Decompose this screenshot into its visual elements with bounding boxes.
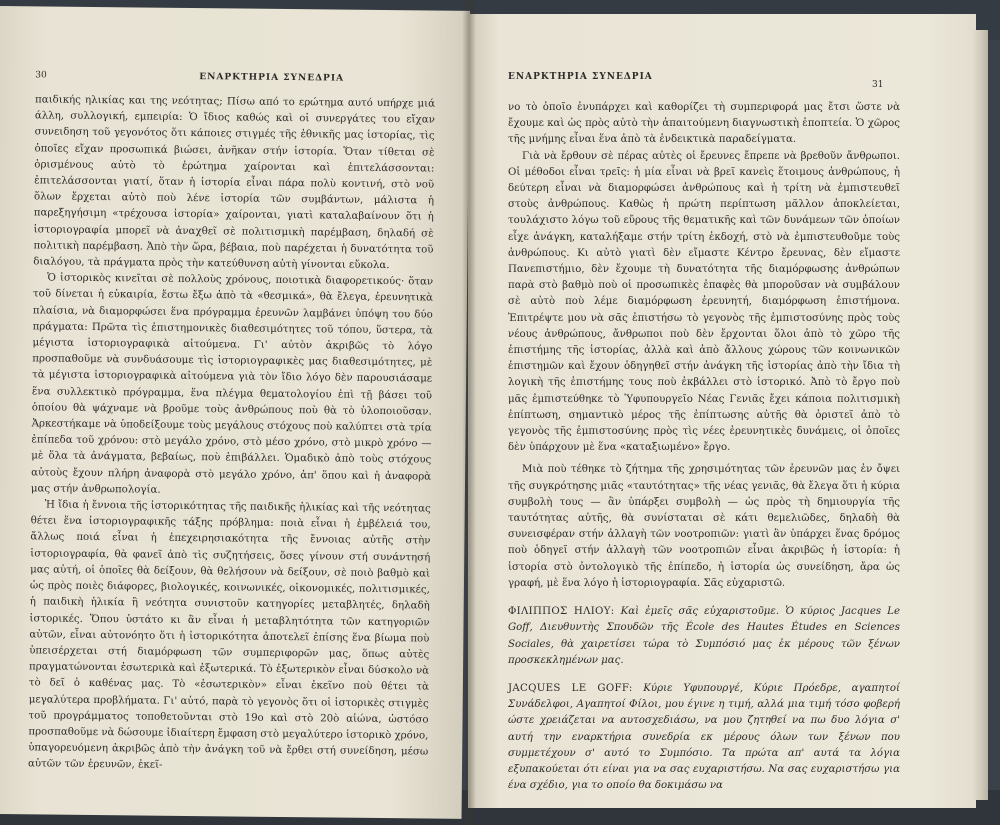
right-page-number: 31	[872, 80, 884, 90]
right-running-head: ΕΝΑΡΚΤΗΡΙΑ ΣΥΝΕΔΡΙΑ	[508, 72, 653, 82]
right-paragraph-3: Μιὰ ποὺ τέθηκε τὸ ζήτημα τῆς χρησιμότητας τῶν ἐρευνῶν μας ἐν ὄψει τῆς συγκρότησης μιᾶς «ταυτότητας» τῆς νέας γενιᾶς, θὰ ἔλεγα ὅτι ἡ κύρια συμβολὴ τους — ἂν ὑπάρξει συμβολὴ — ὡς πρὸς τὴ δημιουργία τῆς ταυτότητας αὐτῆς, θὰ συνίσταται σὲ κάτι θεμελιῶδες, δηλαδὴ θὰ συνεισφέραν στήν ἀλλαγὴ τῶν νοοτροπιῶν: γιατὶ ἂν ὑπάρχει ἕνας δρόμος ποὺ ὁδηγεῖ στήν ἀλλαγὴ τῶν νοοτροπιῶν εἶναι ἀκριβῶς ἡ ἱστορία: ἡ ἱστορία στὸ ὀντολογικὸ τῆς ἐπίπεδο, ἡ ἱστορία ὡς συνείδηση, ἄρα ὡς γραφή, μὲ ἕνα λόγο ἡ ἱστοριογραφία. Σᾶς εὐχαριστῶ.	[508, 464, 900, 589]
left-page	[0, 6, 470, 819]
speech-text-iliou: Καὶ ἐμεῖς σᾶς εὐχαριστοῦμε. Ὁ κύριος Jacques Le Goff, Διευθυντὴς Σπουδῶν τῆς École des Hautes Études en Sciences Sociales, θὰ χαιρετίσει τώρα τὸ Συμπόσιό μας ἐκ μέρους τῶν ξένων προσκεκλημένων μας.	[508, 606, 900, 666]
speaker-name-iliou: ΦΙΛΙΠΠΟΣ ΗΛΙΟΥ:	[508, 606, 615, 618]
left-paragraph-2: Ὁ ἱστορικὸς κινεῖται σὲ πολλοὺς χρόνους, ποιοτικὰ διαφορετικούς· ὅταν τοῦ δίνεται ἡ εὐκαιρία, ἔστω ἔξω ἀπὸ τὰ «θεσμικά», θὰ ἔλεγα, ἐρευνητικὰ πλαίσια, νὰ διαμορφώσει ἕνα πρόγραμμα ἐρευνῶν λαμβάνει ὑπόψη του δύο πράγματα: Πρῶτα τὶς ἐπιστημονικὲς διαθεσιμότητες τοῦ τόπου, ὕστερα, τὰ μέγιστα ἱστοριογραφικὰ αἰτούμενα. Γι' αὐτὸν ἀκριβῶς τὸ λόγο προσπαθοῦμε νὰ συνδυάσουμε τὶς ἱστοριογραφικὲς μας διαθεσιμότητες, μὲ τὰ μέγιστα ἱστοριογραφικὰ αἰτούμενα γιὰ τὸν ἴδιο λόγο δὲν παρουσιάσαμε ἕνα συλλεκτικὸ πρόγραμμα, ἕνα πλέγμα θεματολογίου ἐπὶ τῇ βάσει τοῦ ὁποίου θὰ ψάχναμε νὰ βροῦμε τοὺς ἀνθρώπους ποὺ θὰ τὸ ὑλοποιοῦσαν. Ἀρκεστήκαμε νὰ ὑποδείξουμε τοὺς μεγάλους στόχους ποὺ καλύπτει στὰ τρία ἐπίπεδα τοῦ χρόνου: στὸ μεγάλο χρόνο, στὸ μέσο χρόνο, στὸ μικρὸ χρόνο — μὲ ὅλα τὰ ἀνάγματα, βεβαίως, ποὺ ἐπιβάλλει. Ὁμαδικὸ ἀπὸ τοὺς στόχους αὐτοὺς ἔχουν πλήρη ἀναφορὰ στὸ μεγάλο χρόνο, ἀπ' ὅπου καὶ ἡ ἀναφορὰ μας στήν ἀνθρωπολογία.	[30, 272, 434, 496]
speech-text-le-goff: Κύριε Υφυπουργέ, Κύριε Πρόεδρε, αγαπητοί Συνάδελφοι, Αγαπητοί Φίλοι, μου έγινε η τιμή, αλλά μια τιμή τόσο φοβερή ώστε χρειάζεται να αυτοσχεδιάσω, να μου ζητηθεί να πω δυο λόγια σ' αυτή την εναρκτήρια συνεδρία εκ μέρους όλων των ξένων που συμμετέχουν σ' αυτό το Συμπόσιο. Τα πρώτα απ' αυτά τα λόγια εξυπακούεται ότι είναι για να σας ευχαριστήσω. Να σας ευχαριστήσω για ένα σχέδιο, για το οποίο θα δοκιμάσω να	[508, 682, 900, 792]
speech-jacques-le-goff	[508, 681, 900, 794]
speaker-name-le-goff: JACQUES LE GOFF:	[508, 682, 633, 694]
right-page	[468, 14, 976, 808]
left-running-head: ΕΝΑΡΚΤΗΡΙΑ ΣΥΝΕΔΡΙΑ	[199, 72, 345, 84]
page-stack-edge	[972, 30, 988, 800]
right-paragraph-2: Γιὰ νὰ ἔρθουν σὲ πέρας αὐτὲς οἱ ἔρευνες ἔπρεπε νὰ βρεθοῦν ἄνθρωποι. Οἱ μέθοδοι εἶναι τρεῖς: ἡ μία εἶναι νὰ βρεῖ κανεὶς ἕτοιμους ἀνθρώπους, ἡ δεύτερη εἶναι νὰ διαμορφώσει ἀνθρώπους καὶ ἡ τρίτη νὰ ἐμπιστευθεῖ στοὺς ἀνθρώπους. Καθὼς ἡ πρώτη περίπτωση μᾶλλον ἀποκλείεται, τουλάχιστο λόγω τοῦ εὔρους τῆς θεματικῆς καὶ τῶν δυνάμεων τῶν ὁποίων εἶχε ἀνάγκη, καταλήξαμε στήν τρίτη ἐκδοχή, στὸ νὰ ἐμπιστευθοῦμε τοὺς ἀνθρώπους. Κι αὐτὸ γιατὶ δὲν εἴμαστε Κέντρο ἔρευνας, δὲν εἴμαστε Πανεπιστήμιο, δὲν ἔχουμε τὴ δυνατότητα τῆς διαμόρφωσης ἀνθρώπων παρὰ στὸ βαθμὸ ποὺ οἱ προσωπικὲς ἐπαφὲς θὰ μποροῦσαν νὰ συμβάλουν σὲ αὐτὸ ποὺ λέμε διαμόρφωση ἐρευνητή, διαμόρφωση ἐπιστήμονα. Ἐπιτρέψτε μου νὰ σᾶς ἐπιστήσω τὸ γεγονὸς τῆς ἐμπιστοσύνης πρὸς τοὺς νέους ἀνθρώπους, ἄνθρωποι ποὺ δὲν ἔρχονται ὅλοι ἀπὸ τὸ χῶρο τῆς ἐπιστήμης τῆς ἱστορίας, ἀλλὰ καὶ ἀπὸ ἄλλους χώρους τῶν κοινωνικῶν ἐπιστημῶν καὶ ἔχουν ὁδηγηθεῖ στήν ἀνάγκη τῆς ἱστορίας ἀπὸ τὴν ἴδια τὴ λογικὴ τῆς ἐπιστήμης τους ποὺ ἐκβάλλει στὸ ἱστορικό. Ἀπὸ τὸ ἔργο ποὺ μᾶς ἐμπιστεύθηκε τὸ Ὑφυπουργεῖο Νέας Γενιᾶς ἔχει κάποια πολιτισμικὴ ἐπίπτωση, σημαντικὸ μέρος τῆς ἐπίπτωσης αὐτῆς θὰ ὁριστεῖ ἀπὸ τὸ γεγονὸς τῆς ἐμπιστοσύνης πρὸς τὶς νέες ἐρευνητικὲς δυνάμεις, οἱ ὁποῖες δὲν ὑπάρχουν μὲ ἕνα «καταξιωμένο» ἔργο.	[508, 150, 900, 454]
left-page-number: 30	[35, 70, 47, 81]
right-paragraph-1: νο τὸ ὁποῖο ἐνυπάρχει καὶ καθορίζει τὴ συμπεριφορά μας ἔτσι ὥστε νὰ ἔχουμε καὶ ὡς πρὸς αὐτὸ τὴν ἀπαιτούμενη διαγνωστικὴ ἐποπτεία. Ὁ χῶρος τῆς μνήμης εἶναι ἕνα ἀπὸ τὰ ἐνδεικτικὰ παραδείγματα.	[508, 102, 900, 146]
left-paragraph-3: Ἡ ἴδια ἡ ἔννοια τῆς ἱστορικότητας τῆς παιδικῆς ἡλικίας καὶ τῆς νεότητας θέτει ἕνα ἱστοριογραφικῆς τάξης πρόβλημα: ποιὰ εἶναι ἡ ἐμβέλειά του, ἄλλως ποιά εἶναι ἡ ἐπεχειρησιακότητα τῆς ἔννοιας αὐτῆς στὴν ἱστοριογραφία, θὰ φανεῖ ἀπὸ τὶς συζητήσεις, ὅσες γίνουν στή συνάντησή μας αὐτή, οἱ ὁποῖες θὰ δείξουν, θὰ θελήσουν νὰ δείξουν, σὲ ποιὸ βαθμὸ καὶ ὡς πρὸς ποιὲς διάφορες, βιολογικές, κοινωνικές, οἰκονομικές, πολιτισμικές, ἡ παιδικὴ ἡλικία ἢ νεότητα συνιστοῦν κατηγορίες μεταβλητές, δηλαδὴ ἱστορικές. Ὅπου ὑστάτο κι ἂν εἶναι ἡ μεταβλητότητα τῶν κατηγοριῶν αὐτῶν, εἶναι αὐτονόητο ὅτι ἡ ἱστορικότητα ἀποτελεῖ ἐπίσης ἕνα βίωμα ποὺ ὑπεισέρχεται στή διαμόρφωση τῶν συμπεριφορῶν μας, ὅπως αὐτὲς πραγματώνονται ἐσωτερικὰ καὶ ἐξωτερικά. Τὸ ἐξωτερικὸν εἶναι δύσκολο νὰ τὸ δεῖ ὁ καθένας μας. Τὸ «ἐσωτερικὸν» εἶναι ἐκεῖνο ποὺ θέτει τὰ μεγαλύτερα προβλήματα. Γι' αὐτό, παρὰ τὸ γεγονὸς ὅτι οἱ ἱστορικὲς στιγμὲς τοῦ προγράμματος τοποθετοῦνται στὸ 19ο καὶ στὸ 20ὸ αἰώνα, ὡστόσο προσπαθοῦμε νὰ δώσουμε ἰδιαίτερη ἔμφαση στὸ μεγαλύτερο ἱστορικὸ χρόνο, ὑπαγορευόμενη ἀκριβῶς ἀπὸ τὴν ἀνάγκη τοῦ νὰ ἔρθει στή συνείδηση, μέσω αὐτῶν τῶν ἐρευνῶν, ἐκεῖ-	[28, 499, 431, 772]
left-paragraph-1: παιδικής ηλικίας και της νεότητας; Πίσω από το ερώτημα αυτό υπήρχε μιά άλλη, συλλογική, εμπειρία: Ὁ ἴδιος καθώς καὶ οἱ συνεργάτες του εἴχαν συνειδηση τοῦ γεγονότος ὅτι κάποιες στιγμές τῆς ἐθνικῆς μας ἱστορίας, τὶς ὁποῖες εἴχαν προσωπικά βιώσει, ἀνῆκαν στήν ἱστορία. Ὅταν τίθεται σὲ ὁρισμένους αὐτὸ τὸ ἐρώτημα χαίρονται καὶ ἐπιτελάσσονται: ἐπιτελάσσονται γιατί, ὅταν ἡ ἱστορία εἶναι πάρα πολὺ κοντινή, στὸ νοῦ ὅλων ἔρχεται αὐτὸ ποὺ λένε ἱστορία τῶν συμβάντων, μάλιστα ἡ παρεξηγήσιμη «τρέχουσα ἱστορία» χαίρονται, γιατὶ καταλαβαίνουν ὅτι ἡ ἱστοριογραφία μπορεῖ νὰ ἀναχθεῖ σὲ πολιτισμικὴ παρέμβαση, δηλαδή σὲ πολιτικὴ παρέμβαση. Ἀπὸ τὴν ὥρα, βέβαια, ποὺ παρέχεται ἡ δυνατότητα τοῦ διαλόγου, τὰ πράγματα πρὸς τὴν κατεύθυνση αὐτὴ γίνονται εὔκολα.	[33, 94, 436, 272]
book-spine-shadow	[462, 0, 476, 825]
speech-philippos-iliou	[508, 604, 900, 669]
left-body-text	[28, 92, 435, 777]
right-body-text	[508, 100, 900, 794]
